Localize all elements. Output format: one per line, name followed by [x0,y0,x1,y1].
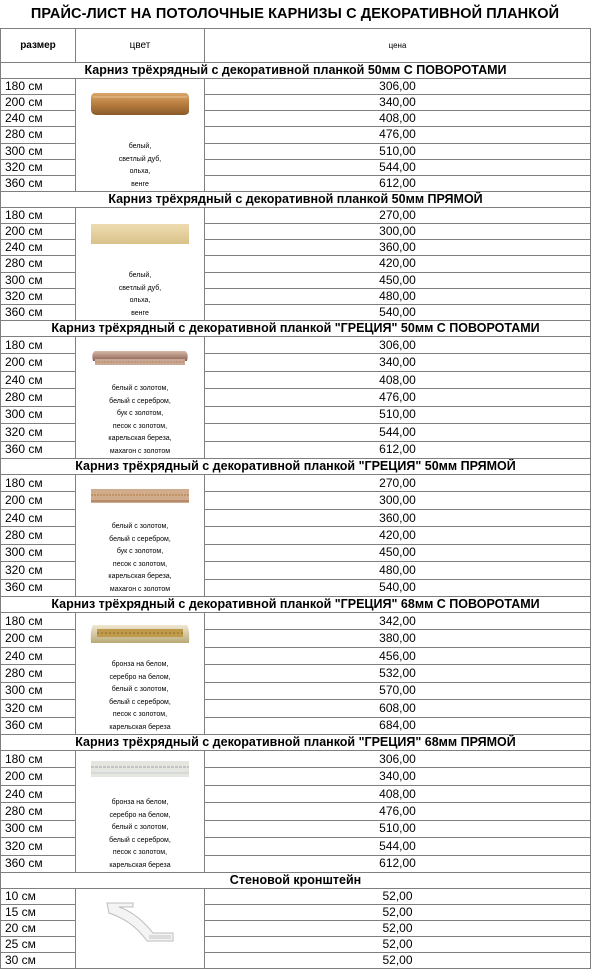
size-cell: 280 см [1,389,76,406]
price-cell: 340,00 [205,95,591,111]
color-option: серебро на белом, [109,673,171,681]
color-option: ольха, [129,168,151,175]
price-cell: 270,00 [205,475,591,492]
size-cell: 300 см [1,682,76,699]
color-cell [76,613,205,735]
color-option: карельская береза, [108,573,172,580]
color-option: махагон с золотом [109,585,171,593]
price-cell: 480,00 [205,562,591,579]
size-cell: 280 см [1,527,76,544]
price-cell: 420,00 [205,527,591,544]
price-cell: 612,00 [205,175,591,191]
size-cell: 360 см [1,441,76,458]
header-color: цвет [76,29,205,63]
color-option: карельская береза [109,861,171,869]
color-option: белый, [128,143,152,150]
cornice-straight-light-image [89,216,191,248]
color-cell [76,889,205,969]
size-cell: 30 см [1,953,76,969]
size-cell: 180 см [1,751,76,768]
size-cell: 20 см [1,921,76,937]
price-cell: 476,00 [205,389,591,406]
size-cell: 300 см [1,820,76,837]
price-cell: 480,00 [205,288,591,304]
price-cell: 408,00 [205,785,591,802]
size-cell: 240 см [1,647,76,664]
price-cell: 300,00 [205,492,591,509]
size-cell: 240 см [1,240,76,256]
color-option: белый с серебром, [109,397,171,405]
color-option: карельская береза [109,723,171,731]
section-title: Карниз трёхрядный с декоративной планкой 50мм С ПОВОРОТАМИ [1,63,591,79]
color-cell [76,751,205,873]
price-cell: 408,00 [205,111,591,127]
color-option: белый с золотом, [111,385,169,392]
price-cell: 270,00 [205,208,591,224]
price-cell: 340,00 [205,354,591,371]
price-cell: 450,00 [205,544,591,561]
section-title: Стеновой кронштейн [1,873,591,889]
header-price: цена [205,29,591,63]
price-cell: 544,00 [205,838,591,855]
price-table [0,28,591,969]
wall-bracket-image [89,895,191,945]
color-option: песок с золотом, [112,560,168,568]
size-cell: 180 см [1,208,76,224]
cornice-straight-greek-image [89,483,191,515]
color-list [76,383,204,458]
size-cell: 280 см [1,803,76,820]
price-cell: 360,00 [205,240,591,256]
size-cell: 300 см [1,544,76,561]
section-title: Карниз трёхрядный с декоративной планкой "ГРЕЦИЯ" 68мм С ПОВОРОТАМИ [1,597,591,613]
table-row [1,208,591,224]
size-cell: 180 см [1,79,76,95]
color-option: карельская береза, [108,435,172,442]
color-list [76,141,204,191]
price-cell: 342,00 [205,613,591,630]
price-cell: 306,00 [205,337,591,354]
price-cell: 570,00 [205,682,591,699]
color-option: светлый дуб, [118,284,162,292]
price-cell: 510,00 [205,820,591,837]
cornice-curved-greek-68-image [89,621,191,653]
color-option: светлый дуб, [118,155,162,163]
color-list [76,270,204,320]
size-cell: 320 см [1,424,76,441]
size-cell: 280 см [1,665,76,682]
section-header-row [1,735,591,751]
color-option: песок с золотом, [112,711,168,718]
section-header-row [1,597,591,613]
size-cell: 360 см [1,717,76,734]
section-title: Карниз трёхрядный с декоративной планкой "ГРЕЦИЯ" 68мм ПРЯМОЙ [1,735,591,751]
size-cell: 240 см [1,509,76,526]
color-cell [76,337,205,459]
section-header-row [1,873,591,889]
page-title: ПРАЙС-ЛИСТ НА ПОТОЛОЧНЫЕ КАРНИЗЫ С ДЕКОРАТИВНОЙ ПЛАНКОЙ [30,6,560,22]
price-cell: 52,00 [205,889,591,905]
price-cell: 476,00 [205,127,591,143]
price-cell: 408,00 [205,371,591,388]
size-cell: 300 см [1,143,76,159]
color-option: бронза на белом, [111,799,169,806]
color-option: белый с золотом, [111,824,169,831]
price-cell: 52,00 [205,953,591,969]
table-row [1,751,591,768]
size-cell: 200 см [1,768,76,785]
size-cell: 300 см [1,406,76,423]
price-cell: 476,00 [205,803,591,820]
color-option: белый с золотом, [111,523,169,530]
price-cell: 450,00 [205,272,591,288]
size-cell: 320 см [1,838,76,855]
size-cell: 320 см [1,288,76,304]
color-option: серебро на белом, [109,811,171,819]
size-cell: 180 см [1,613,76,630]
size-cell: 300 см [1,272,76,288]
section-header-row [1,63,591,79]
size-cell: 360 см [1,304,76,320]
size-cell: 360 см [1,579,76,596]
price-cell: 532,00 [205,665,591,682]
color-list [76,521,204,596]
cornice-curved-oak-image [89,87,191,119]
size-cell: 15 см [1,905,76,921]
price-cell: 300,00 [205,224,591,240]
section-title: Карниз трёхрядный с декоративной планкой "ГРЕЦИЯ" 50мм С ПОВОРОТАМИ [1,321,591,337]
color-option: белый с серебром, [109,698,171,706]
table-row [1,337,591,354]
price-cell: 456,00 [205,647,591,664]
color-option: бук с золотом, [116,548,164,555]
color-option: белый, [128,272,152,279]
price-cell: 306,00 [205,751,591,768]
price-cell: 340,00 [205,768,591,785]
size-cell: 200 см [1,224,76,240]
section-header-row [1,192,591,208]
table-header-row [1,29,591,63]
price-cell: 684,00 [205,717,591,734]
color-option: венге [131,180,149,188]
price-cell: 540,00 [205,579,591,596]
cornice-curved-greek-image [89,345,191,377]
table-row [1,475,591,492]
price-cell: 608,00 [205,700,591,717]
section-title: Карниз трёхрядный с декоративной планкой 50мм ПРЯМОЙ [1,192,591,208]
price-cell: 420,00 [205,256,591,272]
size-cell: 180 см [1,475,76,492]
size-cell: 280 см [1,127,76,143]
size-cell: 240 см [1,785,76,802]
header-size: размер [1,29,76,63]
color-cell [76,79,205,192]
color-option: бронза на белом, [111,661,169,668]
price-cell: 510,00 [205,406,591,423]
size-cell: 240 см [1,111,76,127]
price-cell: 544,00 [205,424,591,441]
color-cell [76,475,205,597]
size-cell: 200 см [1,630,76,647]
size-cell: 360 см [1,175,76,191]
color-option: белый с серебром, [109,535,171,543]
size-cell: 180 см [1,337,76,354]
table-row [1,79,591,95]
price-cell: 52,00 [205,937,591,953]
color-option: песок с золотом, [112,849,168,856]
color-option: песок с золотом, [112,422,168,430]
price-cell: 612,00 [205,441,591,458]
color-option: белый с золотом, [111,686,169,693]
section-header-row [1,459,591,475]
color-option: ольха, [129,297,151,304]
price-cell: 544,00 [205,159,591,175]
table-row [1,889,591,905]
section-header-row [1,321,591,337]
price-cell: 306,00 [205,79,591,95]
price-cell: 52,00 [205,905,591,921]
size-cell: 240 см [1,371,76,388]
size-cell: 200 см [1,354,76,371]
price-cell: 510,00 [205,143,591,159]
color-option: белый с серебром, [109,836,171,844]
color-option: махагон с золотом [109,447,171,455]
color-list [76,797,204,872]
price-cell: 360,00 [205,509,591,526]
price-cell: 612,00 [205,855,591,872]
size-cell: 320 см [1,562,76,579]
color-list [76,659,204,734]
size-cell: 320 см [1,700,76,717]
cornice-straight-greek-68-image [89,759,191,791]
size-cell: 360 см [1,855,76,872]
table-row [1,613,591,630]
color-cell [76,208,205,321]
size-cell: 200 см [1,95,76,111]
color-option: бук с золотом, [116,410,164,417]
size-cell: 25 см [1,937,76,953]
size-cell: 200 см [1,492,76,509]
price-cell: 52,00 [205,921,591,937]
price-cell: 380,00 [205,630,591,647]
size-cell: 280 см [1,256,76,272]
price-cell: 540,00 [205,304,591,320]
color-option: венге [131,309,149,317]
size-cell: 10 см [1,889,76,905]
size-cell: 320 см [1,159,76,175]
section-title: Карниз трёхрядный с декоративной планкой "ГРЕЦИЯ" 50мм ПРЯМОЙ [1,459,591,475]
